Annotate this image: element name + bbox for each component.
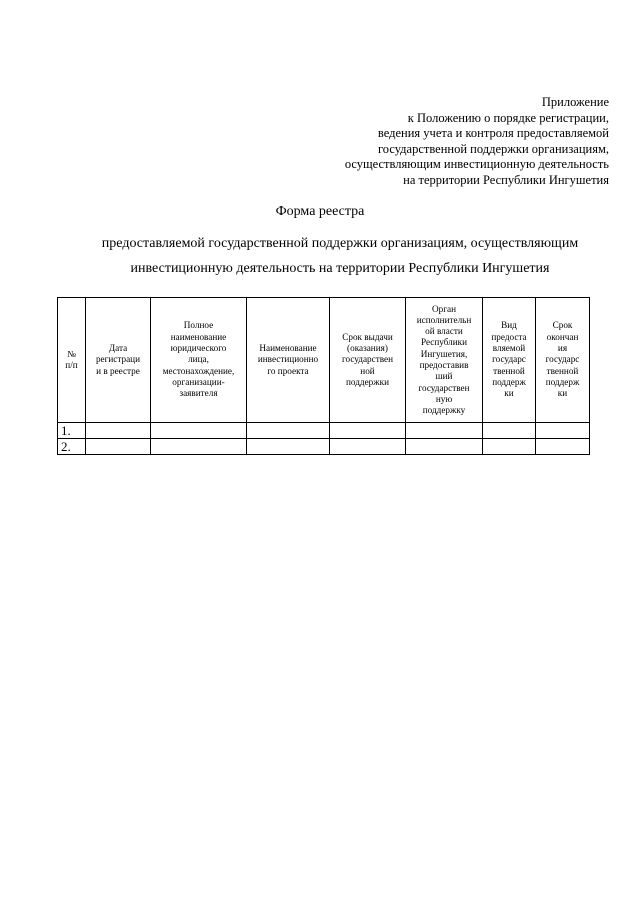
- header-cell-support-end: Срок окончан ия государс твенной поддерж ки: [536, 298, 590, 423]
- header-cell-project-name: Наименование инвестиционно го проекта: [247, 298, 330, 423]
- form-title: Форма реестра: [275, 204, 365, 219]
- table-cell: [247, 423, 330, 439]
- form-subtitle-line: инвестиционную деятельность на территории Республики Ингушетия: [130, 261, 550, 276]
- header-cell-number: № п/п: [58, 298, 86, 423]
- table-cell: [330, 423, 406, 439]
- table-cell: [86, 439, 151, 455]
- table-row: [58, 439, 590, 455]
- appendix-line: Приложение: [541, 95, 609, 109]
- appendix-line: государственной поддержки организациям,: [377, 141, 609, 156]
- header-cell-support-type: Вид предоста вляемой государс твенной поддерж ки: [483, 298, 536, 423]
- table-cell: [406, 439, 483, 455]
- appendix-line: на территории Республики Ингушетия: [403, 172, 609, 187]
- table-row: [58, 423, 590, 439]
- form-subtitle: [40, 231, 640, 281]
- header-cell-registration-date: Дата регистраци и в реестре: [86, 298, 151, 423]
- header-cell-executive-body: Орган исполнительн ой власти Республики Ингушетия, предоставив ший государствен ную поддержку: [406, 298, 483, 423]
- table-cell: [151, 423, 247, 439]
- table-cell: 2.: [58, 439, 86, 455]
- appendix-line: к Положению о порядке регистрации,: [407, 110, 609, 125]
- registry-table: [57, 297, 590, 455]
- table-header-row: [58, 298, 590, 423]
- table-cell: [483, 439, 536, 455]
- appendix-line: осуществляющим инвестиционную деятельность: [344, 157, 609, 172]
- header-cell-organization-name: Полное наименование юридического лица, местонахождение, организации- заявителя: [151, 298, 247, 423]
- table-cell: [151, 439, 247, 455]
- table-cell: [247, 439, 330, 455]
- table-cell: [406, 423, 483, 439]
- header-cell-support-term: Срок выдачи (оказания) государствен ной поддержки: [330, 298, 406, 423]
- form-subtitle-line: предоставляемой государственной поддержки организациям, осуществляющим: [101, 236, 579, 251]
- appendix-line: ведения учета и контроля предоставляемой: [377, 126, 609, 141]
- table-cell: 1.: [58, 423, 86, 439]
- table-cell: [536, 439, 590, 455]
- table-cell: [536, 423, 590, 439]
- table-cell: [330, 439, 406, 455]
- appendix-block: [289, 95, 609, 189]
- table-cell: [483, 423, 536, 439]
- table-cell: [86, 423, 151, 439]
